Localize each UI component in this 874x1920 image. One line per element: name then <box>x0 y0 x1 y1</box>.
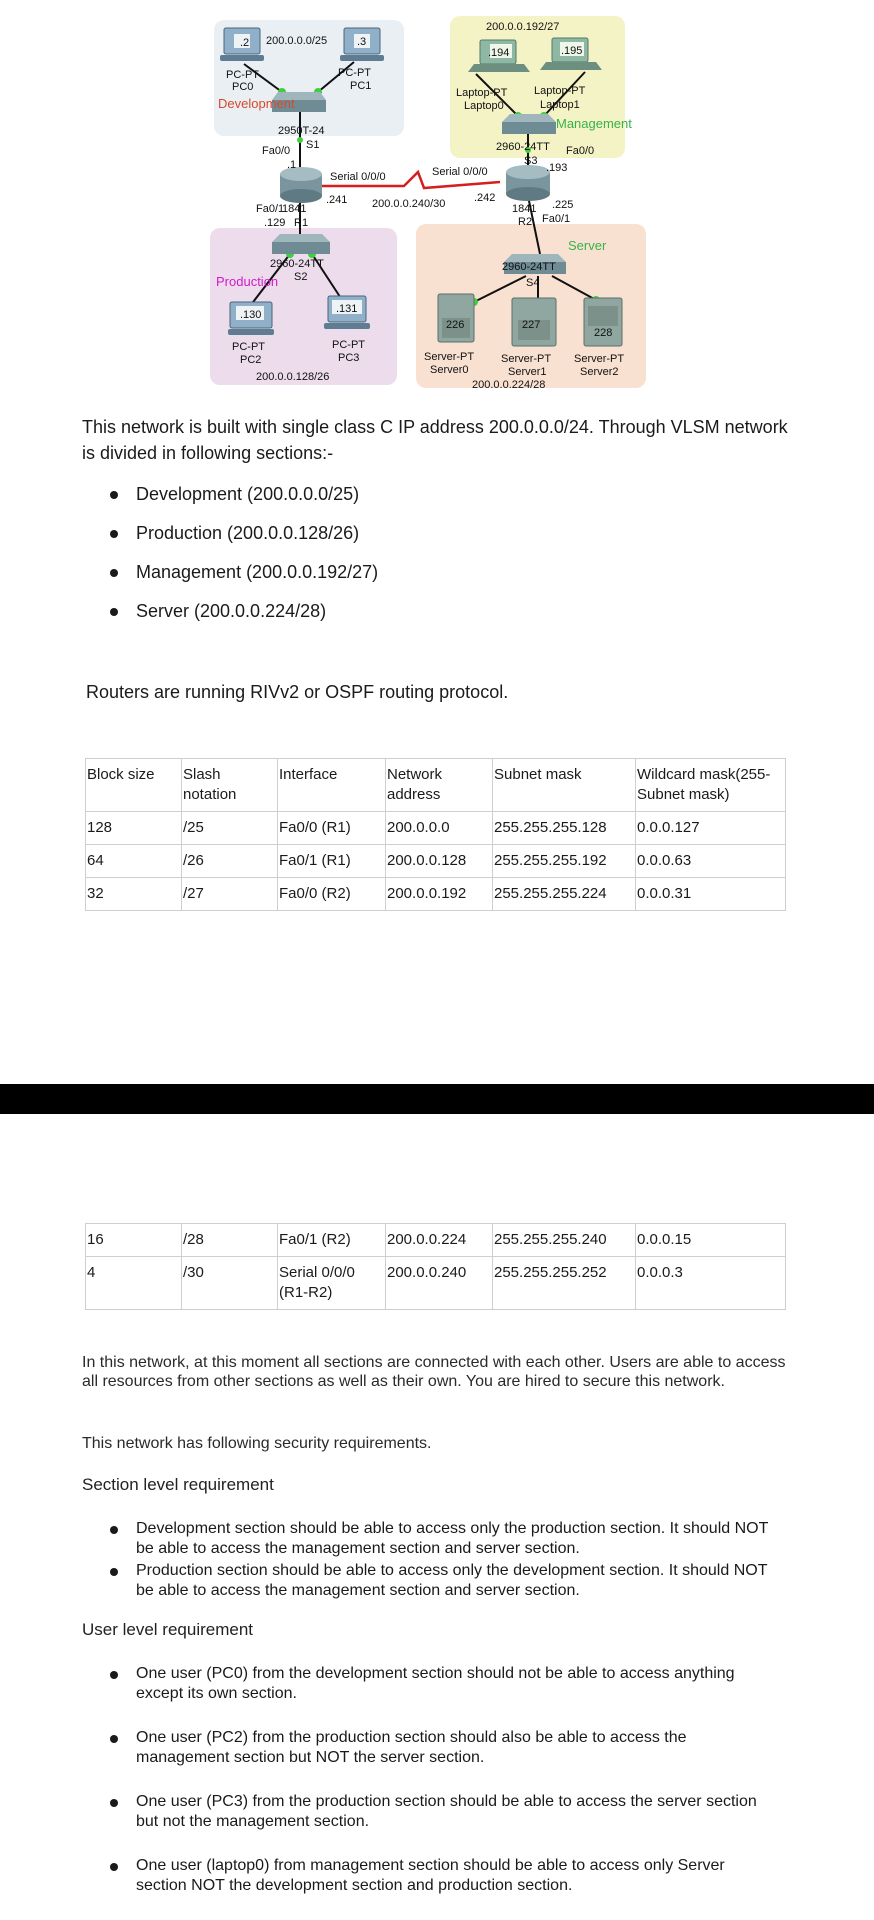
list-item: Development (200.0.0.0/25) <box>82 481 378 520</box>
r1-serial-label: Serial 0/0/0 <box>330 171 386 183</box>
table-row <box>86 812 786 845</box>
mgmt-laptop0-name: Laptop0 <box>464 100 504 112</box>
table-cell: 255.255.255.192 <box>493 845 636 878</box>
r1-fa00: Fa0/0 <box>262 145 291 157</box>
list-item: Server (200.0.0.224/28) <box>82 598 378 637</box>
list-item: One user (laptop0) from management section should be able to access only Server section NOT the development section and production section. <box>82 1856 772 1896</box>
server-section-label: Server <box>568 238 607 253</box>
network-diagram <box>0 0 874 400</box>
table-cell: 200.0.0.240 <box>386 1257 493 1310</box>
prod-pc2-name: PC2 <box>240 354 262 366</box>
server1-type: Server-PT <box>501 353 552 365</box>
mgmt-laptop0-type: Laptop-PT <box>456 87 508 99</box>
r1-model: 1841 <box>282 203 307 215</box>
r2-fa01: Fa0/1 <box>542 213 571 225</box>
table-cell: Fa0/1 (R2) <box>278 1224 386 1257</box>
table-row <box>86 1224 786 1257</box>
table-cell: /25 <box>182 812 278 845</box>
serial-network: 200.0.0.240/30 <box>372 198 446 210</box>
prod-section-label: Production <box>216 274 279 289</box>
table-cell: /28 <box>182 1224 278 1257</box>
prod-pc3-ip: .131 <box>336 303 358 315</box>
r2-serial-ip: .242 <box>474 192 496 204</box>
table-cell: 0.0.0.3 <box>636 1257 786 1310</box>
table-cell: Serial 0/0/0 (R1-R2) <box>278 1257 386 1310</box>
table-header-cell: Slash notation <box>182 759 278 812</box>
dev-switch-model: 2950T-24 <box>278 125 325 137</box>
routing-note: Routers are running RIVv2 or OSPF routing protocol. <box>86 682 509 702</box>
table-row <box>86 845 786 878</box>
r2-fa00: Fa0/0 <box>566 145 595 157</box>
r1-fa00-ip: .1 <box>287 159 297 171</box>
table-cell: 128 <box>86 812 182 845</box>
server0-ip: 226 <box>446 319 465 331</box>
table-cell: 200.0.0.128 <box>386 845 493 878</box>
mgmt-laptop0-ip: .194 <box>488 47 510 59</box>
server-switch-name: S4 <box>526 277 540 289</box>
table-cell: 200.0.0.0 <box>386 812 493 845</box>
page-separator <box>0 1084 874 1114</box>
table-cell: 0.0.0.31 <box>636 878 786 911</box>
router-r1-icon <box>280 167 322 203</box>
list-item: Production (200.0.0.128/26) <box>82 520 378 559</box>
subnet-table-continued <box>85 1223 786 1310</box>
prod-pc3-type: PC-PT <box>332 339 365 351</box>
table-row <box>86 878 786 911</box>
table-row <box>86 1257 786 1310</box>
intro-paragraph: This network is built with single class C IP address 200.0.0.0/24. Through VLSM network is divided in following sections:- <box>82 417 788 463</box>
mgmt-laptop1-type: Laptop-PT <box>534 85 586 97</box>
list-item: One user (PC2) from the production section should also be able to access the management section but NOT the server section. <box>82 1728 772 1768</box>
table-cell: /30 <box>182 1257 278 1310</box>
prod-pc2-type: PC-PT <box>232 341 265 353</box>
table-cell: Fa0/1 (R1) <box>278 845 386 878</box>
section-level-title: Section level requirement <box>82 1475 274 1494</box>
server0-type: Server-PT <box>424 351 475 363</box>
mgmt-network: 200.0.0.192/27 <box>486 21 560 33</box>
table-cell: 16 <box>86 1224 182 1257</box>
r2-fa01-ip: .225 <box>552 199 574 211</box>
table-cell: 255.255.255.128 <box>493 812 636 845</box>
dev-pc0-ip: .2 <box>240 37 250 49</box>
prod-switch-name: S2 <box>294 271 308 283</box>
table-cell: 64 <box>86 845 182 878</box>
r2-name: R2 <box>518 216 533 228</box>
dev-network: 200.0.0.0/25 <box>266 35 328 47</box>
r1-serial-ip: .241 <box>326 194 348 206</box>
mgmt-laptop1-name: Laptop1 <box>540 99 580 111</box>
server2-type: Server-PT <box>574 353 625 365</box>
table-header-cell: Network address <box>386 759 493 812</box>
table-cell: /26 <box>182 845 278 878</box>
table-header-cell: Subnet mask <box>493 759 636 812</box>
prod-switch-model: 2960-24TT <box>270 258 324 270</box>
dev-pc1-name: PC1 <box>350 80 372 92</box>
switch-s2-icon <box>272 234 330 254</box>
user-level-list <box>82 1664 772 1896</box>
server2-ip: 228 <box>594 327 613 339</box>
scenario-paragraph: In this network, at this moment all sections are connected with each other. Users are able to access all resources from other sections as well as their own. You are hired to secure this network. <box>82 1354 786 1390</box>
r1-fa01: Fa0/1 <box>256 203 285 215</box>
dev-pc0-type: PC-PT <box>226 69 259 81</box>
mgmt-laptop1-ip: .195 <box>561 45 583 57</box>
list-item: Production section should be able to access only the development section. It should NOT be able to access the management section and server section. <box>82 1561 772 1601</box>
server-switch-model: 2960-24TT <box>502 261 556 273</box>
subnet-table <box>85 758 786 911</box>
prod-pc3-name: PC3 <box>338 352 360 364</box>
prod-pc2-ip: .130 <box>240 309 262 321</box>
prod-network: 200.0.0.128/26 <box>256 371 330 383</box>
dev-pc1-type: PC-PT <box>338 67 371 79</box>
r2-model: 1841 <box>512 203 537 215</box>
mgmt-switch-model: 2960-24TT <box>496 141 550 153</box>
list-item: Management (200.0.0.192/27) <box>82 559 378 598</box>
table-cell: 200.0.0.192 <box>386 878 493 911</box>
requirements-intro: This network has following security requirements. <box>82 1435 432 1452</box>
switch-s3-icon <box>502 114 556 134</box>
table-cell: 0.0.0.127 <box>636 812 786 845</box>
list-item: One user (PC0) from the development section should not be able to access anything except its own section. <box>82 1664 772 1704</box>
table-cell: 4 <box>86 1257 182 1310</box>
table-header-cell: Interface <box>278 759 386 812</box>
table-cell: 255.255.255.240 <box>493 1224 636 1257</box>
section-level-list <box>82 1519 772 1603</box>
user-level-title: User level requirement <box>82 1620 254 1639</box>
r2-serial-label: Serial 0/0/0 <box>432 166 488 178</box>
server-network: 200.0.0.224/28 <box>472 379 546 391</box>
list-item: One user (PC3) from the production section should be able to access the server section but not the management section. <box>82 1792 772 1832</box>
table-cell: 255.255.255.252 <box>493 1257 636 1310</box>
router-r2-icon <box>506 165 550 201</box>
dev-section-label: Development <box>218 96 295 111</box>
table-cell: /27 <box>182 878 278 911</box>
sections-list <box>82 481 378 637</box>
dev-pc0-name: PC0 <box>232 81 254 93</box>
table-cell: Fa0/0 (R1) <box>278 812 386 845</box>
mgmt-switch-name: S3 <box>524 155 538 167</box>
dev-switch-name: S1 <box>306 139 320 151</box>
server0-icon <box>438 294 474 342</box>
server2-name: Server2 <box>580 366 619 378</box>
table-cell: 32 <box>86 878 182 911</box>
table-cell: Fa0/0 (R2) <box>278 878 386 911</box>
r1-name: R1 <box>294 217 309 229</box>
dev-pc1-ip: .3 <box>357 36 367 48</box>
server1-ip: 227 <box>522 319 541 331</box>
server0-name: Server0 <box>430 364 469 376</box>
table-cell: 0.0.0.15 <box>636 1224 786 1257</box>
r1-fa01-ip: .129 <box>264 217 286 229</box>
r2-fa00-ip: .193 <box>546 162 568 174</box>
table-header-cell: Block size <box>86 759 182 812</box>
table-cell: 200.0.0.224 <box>386 1224 493 1257</box>
table-header-row <box>86 759 786 812</box>
list-item: Development section should be able to access only the production section. It should NOT be able to access the management section and server section. <box>82 1519 772 1559</box>
server1-name: Server1 <box>508 366 547 378</box>
table-cell: 255.255.255.224 <box>493 878 636 911</box>
mgmt-section-label: Management <box>556 116 632 131</box>
table-cell: 0.0.0.63 <box>636 845 786 878</box>
table-header-cell: Wildcard mask(255-Subnet mask) <box>636 759 786 812</box>
